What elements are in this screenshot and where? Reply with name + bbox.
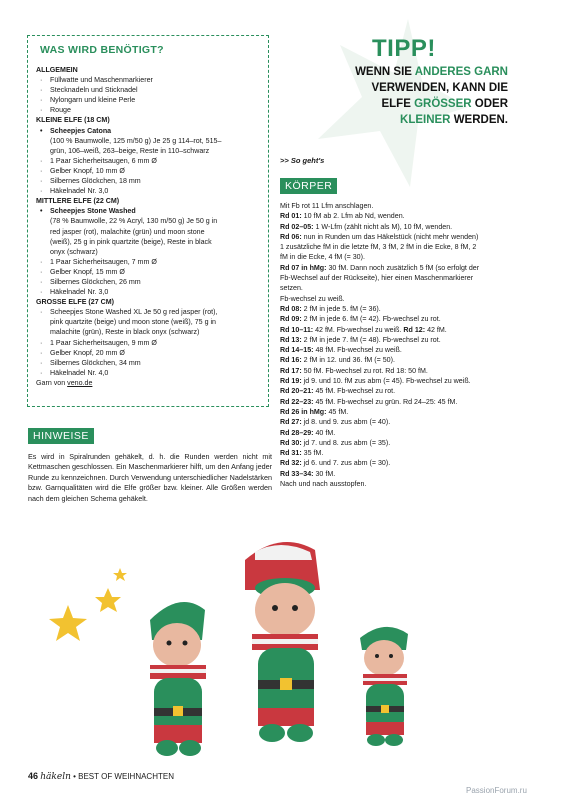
row-text: 2 fM in jede 7. fM (= 48). Fb-wechsel zu rot. xyxy=(301,335,441,344)
row-text: 45 fM. Fb-wechsel zu rot. xyxy=(313,387,396,396)
row-text: Mit Fb rot 11 Lfm anschlagen. xyxy=(280,202,374,210)
row-label: Rd 13: xyxy=(280,335,302,344)
row-text: 30 fM. xyxy=(313,469,336,478)
instruction-row xyxy=(280,201,542,211)
material-line: · 1 Paar Sicherheitsaugen, 9 mm Ø xyxy=(36,338,260,348)
elf-left xyxy=(150,602,206,756)
row-label: Rd 30: xyxy=(280,438,302,447)
materials-box xyxy=(27,35,269,407)
material-line: · Häkelnadel Nr. 3,0 xyxy=(36,186,260,196)
tipp-line4-green: KLEINER xyxy=(400,114,451,126)
material-line: • Scheepjes Stone Washed xyxy=(36,206,260,216)
row-label: Rd 26 in hMg: xyxy=(280,407,327,416)
supplier-prefix: Garn von xyxy=(36,378,68,387)
row-text: setzen. xyxy=(280,284,303,293)
row-text: Fb-wechsel zu weiß. xyxy=(280,294,345,303)
material-line: · Stecknadeln und Sticknadel xyxy=(36,85,260,95)
row-text: 50 fM. Fb-wechsel zu rot. Rd 18: 50 fM. xyxy=(301,366,428,375)
material-line: · Gelber Knopf, 10 mm Ø xyxy=(36,166,260,176)
row-label: Rd 12: xyxy=(403,325,426,334)
row-label: Rd 02–05: xyxy=(280,222,314,231)
instruction-row xyxy=(280,263,542,273)
instruction-row xyxy=(280,458,542,468)
material-line: (weiß), 25 g in pink quartzite (beige), Reste in black xyxy=(50,237,212,246)
instruction-row xyxy=(280,335,542,345)
tipp-line3-green: GRÖSSER xyxy=(414,98,472,110)
star-icon xyxy=(95,588,121,612)
material-line: · Gelber Knopf, 15 mm Ø xyxy=(36,267,260,277)
row-text: 2 fM in 12. und 36. fM (= 50). xyxy=(301,356,395,365)
page-footer xyxy=(28,771,174,782)
row-label: Rd 14–15: xyxy=(280,346,314,355)
instruction-row xyxy=(280,314,542,324)
instruction-row xyxy=(280,407,542,417)
tipp-line3b: ODER xyxy=(471,98,508,110)
row-text: 10 fM ab 2. Lfm ab Nd, wenden. xyxy=(301,212,405,221)
row-text: jd 6. und 7. zus abm (= 30). xyxy=(301,459,391,468)
row-text: 45 fM. xyxy=(326,407,349,416)
material-line: · Rouge xyxy=(36,105,260,115)
row-label: Rd 19: xyxy=(280,377,302,386)
row-text: 42 fM. Fb-wechsel zu weiß. xyxy=(313,325,404,334)
material-line: • Scheepjes Catona xyxy=(36,126,260,136)
row-label: Rd 10–11: xyxy=(280,325,314,334)
row-label: Rd 09: xyxy=(280,315,302,324)
row-label: Rd 27: xyxy=(280,418,302,427)
material-line: · 1 Paar Sicherheitsaugen, 6 mm Ø xyxy=(36,156,260,166)
row-text: 48 fM. Fb-wechsel zu weiß. xyxy=(313,346,402,355)
row-label: Rd 28–29: xyxy=(280,428,314,437)
instruction-row xyxy=(280,448,542,458)
row-text: fM in die Ecke, 4 fM (= 30). xyxy=(280,253,365,262)
material-line: · Häkelnadel Nr. 4,0 xyxy=(36,368,260,378)
material-line: GROSSE ELFE (27 CM) xyxy=(36,298,115,307)
hinweise-text: Es wird in Spiralrunden gehäkelt, d. h. die Runden werden nicht mit Kettmaschen geschlossen. Ein Maschenmarkierer hilft, um den Anfang jeder Runde zu kennzeichnen. Durch Verwendung unterschiedlicher Nadelstärken bzw. Garnqualitäten wird die Elfe größer bzw. kleiner. Alle Größen werden nach dem gleichen Schema gehäkelt. xyxy=(28,452,272,503)
material-line: · Füllwatte und Maschenmarkierer xyxy=(36,75,260,85)
row-label: Rd 20–21: xyxy=(280,387,314,396)
instruction-row xyxy=(280,366,542,376)
koerper-heading: KÖRPER xyxy=(280,178,337,194)
material-line: KLEINE ELFE (18 CM) xyxy=(36,116,110,125)
instruction-row xyxy=(280,252,542,262)
material-line: · Gelber Knopf, 20 mm Ø xyxy=(36,348,260,358)
so-gehts-label: >> So geht's xyxy=(280,156,325,165)
instruction-row xyxy=(280,222,542,232)
row-label: Rd 16: xyxy=(280,356,302,365)
elf-right xyxy=(360,627,408,746)
tipp-line1-green: ANDERES GARN xyxy=(414,66,508,78)
material-line: pink quartzite (beige) und moon stone (weiß), 75 g in xyxy=(50,318,217,327)
instruction-row xyxy=(280,355,542,365)
material-line: onyx (schwarz) xyxy=(50,247,98,256)
magazine-name: häkeln xyxy=(40,772,71,782)
page-number: 46 xyxy=(28,771,39,781)
material-line: · Scheepjes Stone Washed XL Je 50 g red jasper (rot), xyxy=(36,307,260,317)
row-label: Rd 31: xyxy=(280,449,302,458)
row-label: Rd 22–23: xyxy=(280,397,314,406)
tipp-title: TIPP! xyxy=(372,35,436,62)
tipp-line4: WERDEN. xyxy=(450,114,508,126)
material-line: (78 % Baumwolle, 22 % Acryl, 130 m/50 g) Je 50 g in xyxy=(50,217,218,226)
row-text: 1 W-Lfm (zählt nicht als M), 10 fM, wenden. xyxy=(313,222,453,231)
supplier-link[interactable]: veno.de xyxy=(67,378,93,387)
row-label: Rd 08: xyxy=(280,304,302,313)
hinweise-heading: HINWEISE xyxy=(28,428,94,444)
elf-middle xyxy=(245,542,320,742)
row-text: nun in Runden um das Häkelstück (nicht mehr wenden) xyxy=(301,232,479,241)
instruction-row xyxy=(280,397,542,407)
material-line: grün, 106–weiß, 263–beige, Reste in 110–schwarz xyxy=(50,146,210,155)
row-text: 40 fM. xyxy=(313,428,336,437)
instruction-row xyxy=(280,376,542,386)
instruction-row xyxy=(280,438,542,448)
row-text: jd 9. und 10. fM zus abm (= 45). Fb-wechsel zu weiß. xyxy=(301,377,471,386)
materials-title: WAS WIRD BENÖTIGT? xyxy=(40,44,164,56)
row-label: Rd 33–34: xyxy=(280,469,314,478)
tipp-line2: VERWENDEN, KANN DIE xyxy=(371,82,508,94)
material-line: · Silbernes Glöckchen, 26 mm xyxy=(36,277,260,287)
material-line: · Häkelnadel Nr. 3,0 xyxy=(36,287,260,297)
row-label: Rd 17: xyxy=(280,366,302,375)
row-text: 42 fM. xyxy=(425,325,447,334)
material-line: red jasper (rot), malachite (grün) und moon stone xyxy=(50,227,205,236)
tipp-text xyxy=(292,64,508,128)
row-text: jd 7. und 8. zus abm (= 35). xyxy=(301,438,391,447)
instruction-row xyxy=(280,211,542,221)
instruction-row xyxy=(280,428,542,438)
instruction-row xyxy=(280,304,542,314)
materials-list xyxy=(36,65,260,378)
material-line: malachite (grün), Reste in black onyx (schwarz) xyxy=(50,328,200,337)
row-text: Fb-Wechsel auf der Rückseite), hier einen Maschenmarkierer xyxy=(280,274,474,283)
instruction-row xyxy=(280,273,542,283)
material-line: · 1 Paar Sicherheitsaugen, 7 mm Ø xyxy=(36,257,260,267)
instruction-row xyxy=(280,283,542,293)
row-text: Nach und nach ausstopfen. xyxy=(280,480,367,489)
instruction-row xyxy=(280,469,542,479)
instruction-row xyxy=(280,417,542,427)
instruction-row xyxy=(280,386,542,396)
material-line: · Silbernes Glöckchen, 18 mm xyxy=(36,176,260,186)
row-label: Rd 32: xyxy=(280,459,302,468)
material-line: MITTLERE ELFE (22 CM) xyxy=(36,197,120,206)
instruction-list xyxy=(280,201,542,489)
row-text: 45 fM. Fb-wechsel zu grün. Rd 24–25: 45 fM. xyxy=(313,397,458,406)
row-label: Rd 07 in hMg: xyxy=(280,263,327,272)
footer-section: • BEST OF WEIHNACHTEN xyxy=(70,772,174,781)
material-line: (100 % Baumwolle, 125 m/50 g) Je 25 g 114–rot, 515– xyxy=(50,136,222,145)
row-text: 30 fM. Dann noch zusätzlich 5 fM (so erfolgt der xyxy=(326,263,480,272)
row-text: 1 zusätzliche fM in die letzte fM, 3 fM, 2 fM in die Ecke, 8 fM, 2 xyxy=(280,243,477,252)
material-line: · Nylongarn und kleine Perle xyxy=(36,95,260,105)
material-line: ALLGEMEIN xyxy=(36,66,78,74)
instruction-row xyxy=(280,325,542,335)
instruction-row xyxy=(280,479,542,489)
star-icon xyxy=(49,605,87,641)
tipp-line1: WENN SIE xyxy=(355,66,415,78)
row-text: 2 fM in jede 6. fM (= 42). Fb-wechsel zu rot. xyxy=(301,315,441,324)
row-label: Rd 01: xyxy=(280,212,302,221)
material-line: · Silbernes Glöckchen, 34 mm xyxy=(36,358,260,368)
instruction-row xyxy=(280,345,542,355)
row-text: 2 fM in jede 5. fM (= 36). xyxy=(301,304,381,313)
instruction-row xyxy=(280,242,542,252)
watermark: PassionForum.ru xyxy=(466,786,527,795)
row-text: jd 8. und 9. zus abm (= 40). xyxy=(301,418,391,427)
tipp-line3a: ELFE xyxy=(381,98,415,110)
supplier-line xyxy=(36,378,260,388)
row-text: 35 fM. xyxy=(301,449,324,458)
instruction-row xyxy=(280,294,542,304)
row-label: Rd 06: xyxy=(280,232,302,241)
star-icon xyxy=(113,568,127,581)
elves-photo xyxy=(30,530,460,770)
instruction-row xyxy=(280,232,542,242)
